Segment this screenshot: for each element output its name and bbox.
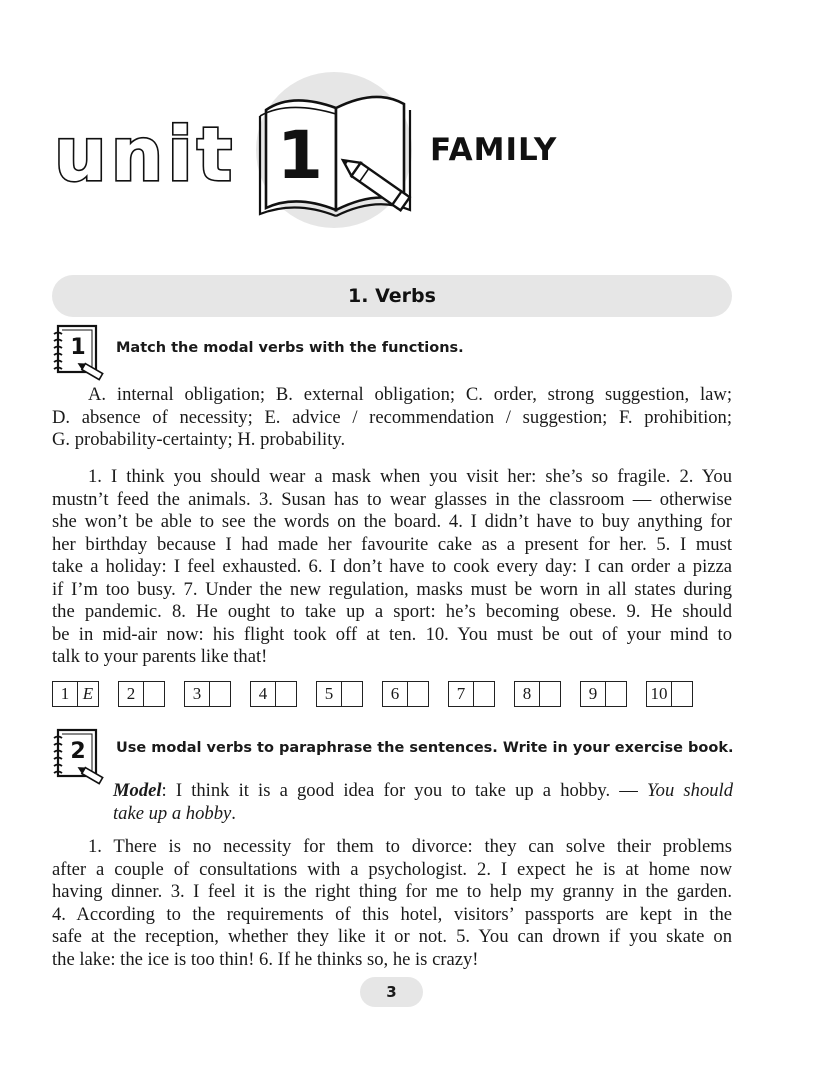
model-answer: You should (647, 780, 733, 801)
text-line: having dinner. 3. I feel it is the right thing for me to help my granny in the garden. (52, 881, 732, 902)
answer-number: 10 (647, 682, 672, 706)
answer-number: 7 (449, 682, 474, 706)
text-line: after a couple of consultations with a psychologist. 2. I expect he is at home now (52, 858, 732, 880)
answer-value[interactable] (342, 682, 362, 706)
answer-value[interactable] (210, 682, 230, 706)
answer-value[interactable] (276, 682, 296, 706)
page-number: 3 (360, 977, 423, 1007)
answer-box[interactable] (184, 681, 231, 707)
answer-number: 5 (317, 682, 342, 706)
answer-number: 2 (119, 682, 144, 706)
answer-number: 8 (515, 682, 540, 706)
answer-value[interactable]: E (82, 684, 94, 703)
answer-box[interactable] (580, 681, 627, 707)
text-line: mustn’t feed the animals. 3. Susan has to wear glasses in the classroom — otherwise (52, 488, 732, 510)
answer-number: 6 (383, 682, 408, 706)
answer-value[interactable] (408, 682, 428, 706)
answer-box[interactable] (448, 681, 495, 707)
answer-boxes (52, 681, 702, 707)
answer-value[interactable] (144, 682, 164, 706)
exercise-sentences (52, 836, 732, 971)
text-line: she won’t be able to see the words on the board. 4. I didn’t have to buy anything for (52, 511, 732, 532)
text-line: 1. I think you should wear a mask when you visit her: she’s so fragile. 2. You (88, 466, 732, 487)
model-answer: take up a hobby (113, 802, 232, 824)
answer-box[interactable] (514, 681, 561, 707)
text-line: if I’m too busy. 7. Under the new regulation, masks must be worn in all states during (52, 578, 732, 600)
text-line: be in mid-air now: his flight took off at ten. 10. You must be out of your mind to (52, 623, 732, 645)
text-line: her birthday because I had made her favourite cake as a present for her. 5. I must (52, 533, 732, 555)
answer-number: 3 (185, 682, 210, 706)
text-line: safe at the reception, whether they like it or not. 5. You can drown if you skate on (52, 926, 732, 947)
text-line: G. probability-certainty; H. probability. (52, 429, 346, 450)
text-line: the pandemic. 8. He ought to take up a sport: he’s becoming obese. 9. He should (52, 601, 732, 622)
text-line: talk to your parents like that! (52, 646, 268, 667)
exercise-number: 1 (70, 335, 86, 360)
model-example (113, 780, 733, 825)
answer-box[interactable] (316, 681, 363, 707)
answer-box[interactable] (250, 681, 297, 707)
answer-value[interactable] (474, 682, 494, 706)
unit-title: FAMILY (430, 132, 558, 168)
model-end: . (231, 802, 236, 824)
text-line: take a holiday: I feel exhausted. 6. I don’t have to cook every day: I can order a pizza (52, 556, 732, 577)
answer-number: 9 (581, 682, 606, 706)
answer-box[interactable] (52, 681, 99, 707)
model-line (113, 780, 733, 803)
text-line: 4. According to the requirements of this hotel, visitors’ passports are kept in the (52, 903, 732, 925)
text-line: A. internal obligation; B. external obligation; C. order, strong suggestion, law; (88, 384, 732, 405)
functions-list (52, 384, 732, 452)
unit-number: 1 (277, 117, 323, 194)
unit-word-logo (52, 118, 257, 198)
exercise-notebook-icon (48, 726, 104, 786)
exercise-instruction: Use modal verbs to paraphrase the sentences. Write in your exercise book. (116, 740, 734, 756)
answer-box[interactable] (382, 681, 429, 707)
answer-box[interactable] (646, 681, 693, 707)
answer-value[interactable] (606, 682, 626, 706)
section-title: 1. Verbs (52, 275, 732, 317)
open-book-icon (252, 70, 422, 230)
answer-number: 1 (53, 682, 78, 706)
exercise-sentences (52, 466, 732, 669)
text-line: the lake: the ice is too thin! 6. If he thinks so, he is crazy! (52, 948, 479, 970)
answer-value[interactable] (672, 682, 692, 706)
answer-number: 4 (251, 682, 276, 706)
text-line: 1. There is no necessity for them to divorce: they can solve their problems (88, 836, 732, 857)
unit-word-text: unit (54, 118, 237, 198)
model-label: Model (113, 780, 162, 801)
exercise-notebook-icon (48, 322, 104, 382)
text-line: D. absence of necessity; E. advice / recommendation / suggestion; F. prohibition; (52, 406, 732, 428)
exercise-number: 2 (70, 739, 86, 764)
exercise-instruction: Match the modal verbs with the functions. (116, 340, 464, 356)
model-line (113, 803, 733, 826)
model-text: : I think it is a good idea for you to take up a hobby. — (161, 780, 648, 801)
answer-box[interactable] (118, 681, 165, 707)
answer-value[interactable] (540, 682, 560, 706)
